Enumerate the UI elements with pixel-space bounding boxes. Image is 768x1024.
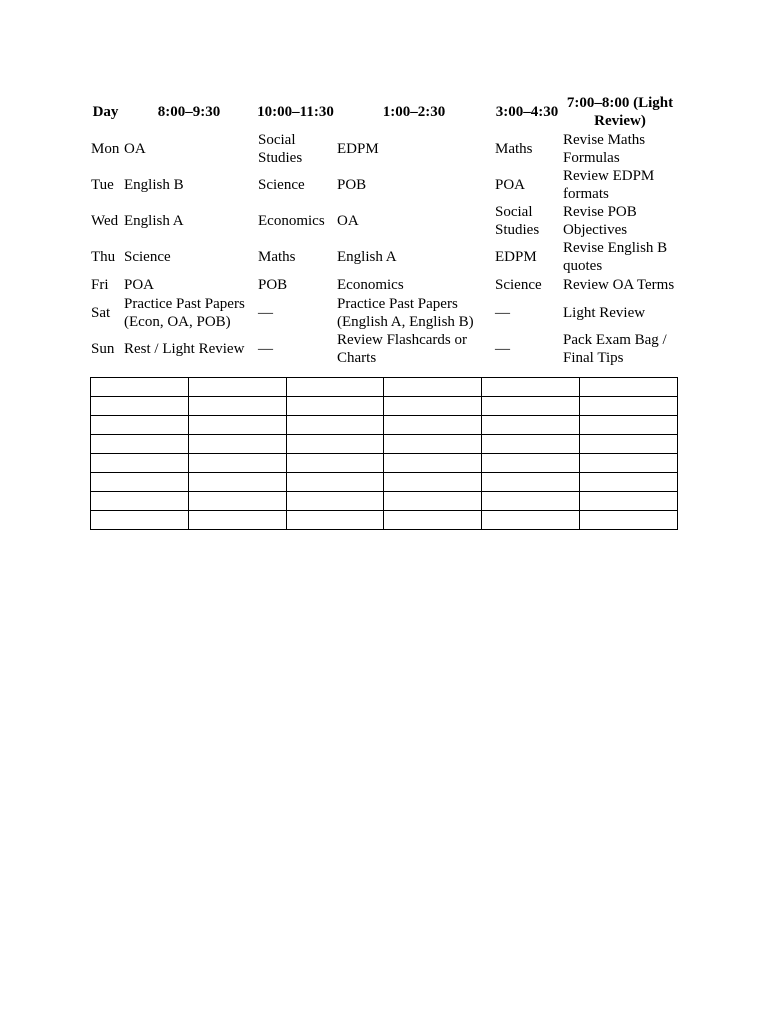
empty-cell [580, 511, 678, 530]
table-cell: English A [124, 213, 184, 229]
table-cell: Science [124, 249, 171, 265]
table-cell: POB [258, 277, 288, 293]
table-row [89, 131, 679, 167]
empty-cell [188, 454, 286, 473]
table-cell: Maths [258, 249, 296, 265]
empty-cell [91, 454, 189, 473]
empty-cell [482, 435, 580, 454]
empty-cell [482, 397, 580, 416]
empty-grid-row [91, 416, 678, 435]
day-cell: Wed [91, 213, 119, 229]
empty-grid-table [90, 377, 678, 530]
empty-cell [482, 416, 580, 435]
table-cell: Economics [337, 277, 404, 293]
empty-grid-row [91, 492, 678, 511]
empty-cell [482, 378, 580, 397]
table-cell: Review OA Terms [563, 277, 675, 293]
empty-cell [91, 492, 189, 511]
empty-cell [91, 511, 189, 530]
table-cell: EDPM [495, 249, 537, 265]
table-cell: Science [258, 177, 305, 193]
empty-cell [188, 473, 286, 492]
table-cell: Revise Maths Formulas [563, 132, 646, 166]
day-cell: Tue [91, 177, 114, 193]
empty-cell [91, 473, 189, 492]
table-row [89, 167, 679, 203]
header-slot-3: 1:00–2:30 [382, 104, 446, 120]
header-row [89, 93, 679, 131]
empty-cell [580, 416, 678, 435]
table-cell: — [258, 305, 273, 321]
empty-cell [482, 492, 580, 511]
table-cell: OA [337, 213, 359, 229]
empty-cell [286, 511, 384, 530]
header-slot-4: 3:00–4:30 [495, 104, 559, 120]
empty-cell [580, 397, 678, 416]
empty-cell [91, 378, 189, 397]
table-cell: Rest / Light Review [124, 341, 245, 357]
day-cell: Sun [91, 341, 115, 357]
empty-cell [91, 435, 189, 454]
empty-grid-row [91, 378, 678, 397]
empty-cell [286, 378, 384, 397]
table-cell: Review Flashcards or Charts [337, 332, 467, 366]
table-cell: POB [337, 177, 367, 193]
empty-cell [91, 416, 189, 435]
table-cell: — [495, 305, 510, 321]
empty-cell [580, 378, 678, 397]
table-cell: OA [124, 141, 146, 157]
table-row [89, 275, 679, 295]
empty-cell [482, 473, 580, 492]
empty-cell [286, 473, 384, 492]
empty-cell [384, 378, 482, 397]
header-slot-1: 8:00–9:30 [157, 104, 221, 120]
empty-cell [580, 435, 678, 454]
empty-cell [384, 511, 482, 530]
table-row [89, 239, 679, 275]
table-cell: POA [124, 277, 155, 293]
empty-cell [384, 397, 482, 416]
table-row [89, 331, 679, 367]
table-cell: Revise POB Objectives [563, 204, 637, 238]
empty-cell [580, 492, 678, 511]
empty-grid-row [91, 511, 678, 530]
table-cell: Revise English B quotes [563, 240, 668, 274]
table-cell: EDPM [337, 141, 379, 157]
day-cell: Thu [91, 249, 116, 265]
table-cell: POA [495, 177, 526, 193]
empty-cell [188, 378, 286, 397]
empty-cell [188, 511, 286, 530]
empty-cell [188, 492, 286, 511]
table-cell: English A [337, 249, 397, 265]
day-cell: Fri [91, 277, 109, 293]
table-cell: — [258, 341, 273, 357]
table-cell: English B [124, 177, 184, 193]
empty-cell [482, 454, 580, 473]
empty-cell [384, 492, 482, 511]
day-cell: Sat [91, 305, 111, 321]
table-cell: Review EDPM formats [563, 168, 655, 202]
empty-cell [286, 492, 384, 511]
empty-cell [188, 435, 286, 454]
empty-grid-row [91, 473, 678, 492]
table-cell: Economics [258, 213, 325, 229]
empty-cell [580, 473, 678, 492]
study-schedule-table [89, 93, 679, 367]
table-cell: Practice Past Papers (Econ, OA, POB) [124, 296, 245, 330]
empty-grid-row [91, 454, 678, 473]
empty-cell [286, 454, 384, 473]
day-cell: Mon [91, 141, 120, 157]
empty-cell [384, 473, 482, 492]
empty-cell [188, 416, 286, 435]
empty-cell [188, 397, 286, 416]
empty-cell [384, 454, 482, 473]
empty-cell [286, 397, 384, 416]
table-cell: Pack Exam Bag / Final Tips [563, 332, 667, 366]
empty-cell [384, 416, 482, 435]
table-cell: Social Studies [495, 204, 540, 238]
empty-cell [482, 511, 580, 530]
table-row [89, 203, 679, 239]
table-cell: — [495, 341, 510, 357]
empty-cell [384, 435, 482, 454]
empty-grid-row [91, 435, 678, 454]
table-cell: Practice Past Papers (English A, English B) [337, 296, 474, 330]
table-cell: Science [495, 277, 542, 293]
empty-cell [286, 435, 384, 454]
table-cell: Light Review [563, 305, 646, 321]
empty-cell [580, 454, 678, 473]
table-row [89, 295, 679, 331]
empty-cell [286, 416, 384, 435]
table-cell: Social Studies [258, 132, 303, 166]
empty-cell [91, 397, 189, 416]
empty-grid-row [91, 397, 678, 416]
header-slot-2: 10:00–11:30 [257, 104, 334, 120]
header-slot-5: 7:00–8:00 (Light Review) [566, 95, 674, 129]
header-day: Day [92, 104, 119, 120]
table-cell: Maths [495, 141, 533, 157]
